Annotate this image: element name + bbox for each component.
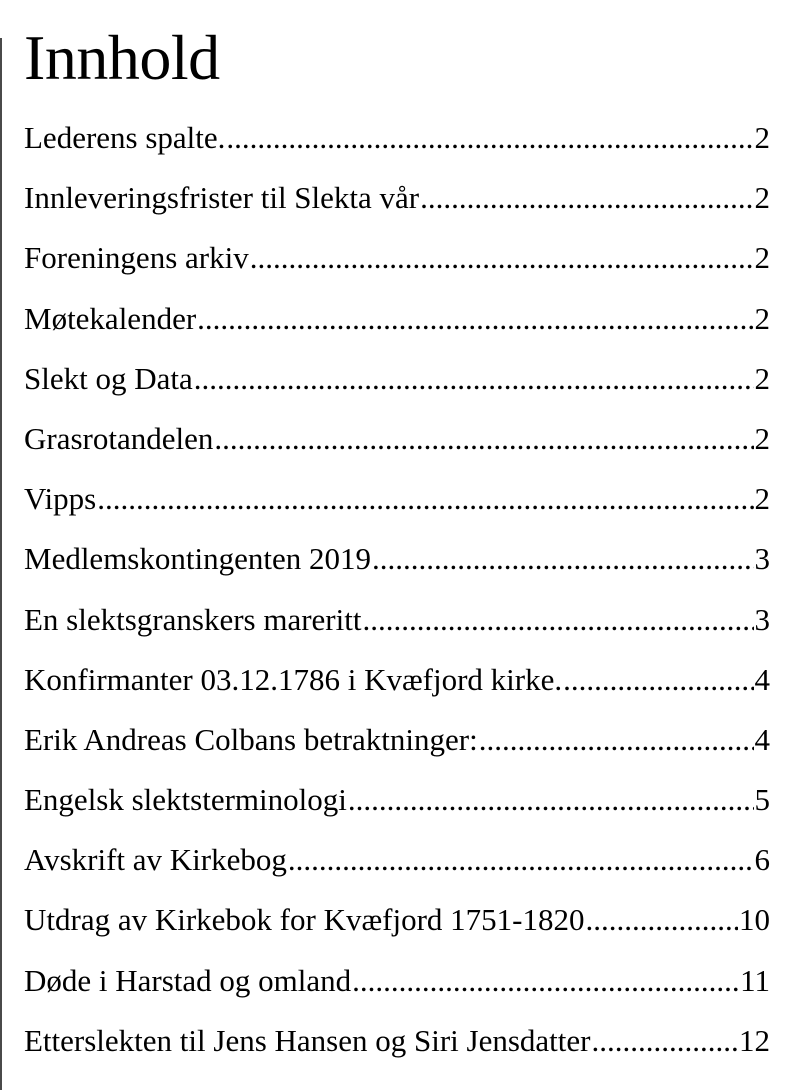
toc-entry[interactable] [24,1011,770,1071]
toc-entry-title: Etterslekten til Jens Hansen og Siri Jensdatter [24,1022,591,1058]
toc-entry-title: Utdrag av Kirkebok for Kvæfjord 1751-1820 [24,902,585,938]
toc-dot-leader [194,349,754,409]
toc-entry-title: Vipps [24,481,97,517]
toc-entry-title: Konfirmanter 03.12.1786 i Kvæfjord kirke. [24,661,563,697]
toc-dot-leader [563,650,753,710]
toc-entry-title: Slekt og Data [24,360,193,396]
toc-dot-leader [197,289,753,349]
toc-entry[interactable] [24,469,770,529]
toc-entry-title: Foreningens arkiv [24,240,249,276]
toc-entry-title: Lederens spalte. [24,120,226,155]
toc-entry-title: Medlemskontingenten 2019 [24,541,371,577]
toc-entry-page: 2 [754,300,770,336]
toc-entry[interactable] [24,529,770,589]
toc-entry[interactable] [24,409,770,469]
toc-entry[interactable] [24,650,770,710]
toc-dot-leader [226,108,753,168]
toc-entry[interactable] [24,228,770,288]
toc-dot-leader [585,890,738,950]
toc-entry[interactable] [24,349,770,409]
toc-entry-page: 2 [754,360,770,396]
toc-entry[interactable] [24,168,770,228]
toc-dot-leader [352,951,739,1011]
toc-entry-page: 3 [754,601,770,637]
toc-entry-page: 12 [739,1022,770,1058]
toc-dot-leader [362,590,753,650]
toc-dot-leader [214,409,753,469]
toc-entry[interactable] [24,590,770,650]
toc-dot-leader [97,469,753,529]
toc-dot-leader [420,168,753,228]
toc-dot-leader [372,529,754,589]
toc-title: Innhold [24,22,220,93]
toc-entry-page: 10 [739,902,770,938]
toc-dot-leader [288,830,754,890]
toc-entry-page: 6 [754,842,770,878]
toc-entry-title: En slektsgranskers mareritt [24,601,362,637]
table-of-contents [24,0,770,1071]
toc-entry[interactable] [24,710,770,770]
toc-entry-page: 2 [754,180,770,216]
toc-dot-leader [250,228,754,288]
toc-entry[interactable] [24,770,770,830]
toc-entry-title: Innleveringsfrister til Slekta vår [24,180,420,216]
toc-entry-page: 4 [754,721,770,757]
toc-entry-title: Engelsk slektsterminologi [24,782,347,818]
left-margin-rule [0,38,2,1090]
toc-dot-leader [479,710,754,770]
toc-entry[interactable] [24,289,770,349]
toc-entry[interactable] [24,108,770,168]
toc-entry-page: 4 [754,661,770,697]
toc-entry-page: 2 [754,481,770,517]
toc-entry-page: 2 [754,120,770,155]
toc-entry-page: 2 [754,420,770,456]
toc-entry[interactable] [24,890,770,950]
toc-entry-title: Møtekalender [24,300,197,336]
toc-entry[interactable] [24,830,770,890]
toc-entry[interactable] [24,951,770,1011]
toc-entry-title: Grasrotandelen [24,420,214,456]
toc-entry-page: 5 [754,782,770,818]
toc-entry-title: Avskrift av Kirkebog [24,842,287,878]
toc-entry-page: 11 [740,962,770,998]
toc-entry-title: Erik Andreas Colbans betraktninger: [24,721,478,757]
toc-dot-leader [592,1011,739,1071]
toc-list [24,108,770,1071]
toc-entry-page: 3 [754,541,770,577]
toc-entry-title: Døde i Harstad og omland [24,962,352,998]
toc-entry-page: 2 [754,240,770,276]
toc-dot-leader [348,770,754,830]
